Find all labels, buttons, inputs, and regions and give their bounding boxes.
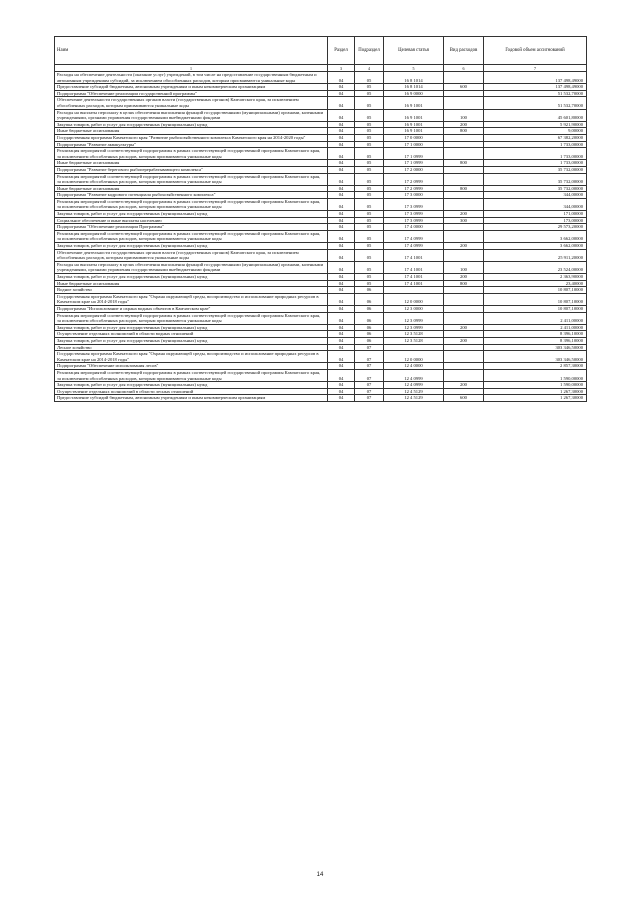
cell-podrazdel: 05 <box>355 274 384 281</box>
cell-tselevaya: 12 4 0000 <box>384 363 444 370</box>
cell-summa: 1 590,00000 <box>484 369 587 381</box>
table-row <box>55 243 587 250</box>
cell-razdel: 04 <box>328 324 355 331</box>
cell-podrazdel: 06 <box>355 324 384 331</box>
cell-name: Закупка товаров, работ и услуг для государственных (муниципальных) нужд <box>55 324 328 331</box>
cell-podrazdel: 05 <box>355 185 384 192</box>
table-row <box>55 134 587 141</box>
table-row <box>55 230 587 242</box>
cell-tselevaya: 16 9 0000 <box>384 90 444 97</box>
cell-tselevaya: 17 1 0999 <box>384 160 444 167</box>
table-row <box>55 388 587 395</box>
cell-podrazdel: 05 <box>355 128 384 135</box>
cell-razdel: 04 <box>328 198 355 210</box>
cell-vid: 200 <box>444 211 484 218</box>
cell-tselevaya: 16 8 1014 <box>384 84 444 91</box>
table-row <box>55 274 587 281</box>
cell-podrazdel: 05 <box>355 280 384 287</box>
cell-podrazdel: 06 <box>355 331 384 338</box>
cell-tselevaya: 12 3 0999 <box>384 324 444 331</box>
table-row <box>55 293 587 305</box>
table-row <box>55 148 587 160</box>
cell-podrazdel: 05 <box>355 141 384 148</box>
cell-razdel: 04 <box>328 337 355 344</box>
cell-summa: 8 396,10000 <box>484 337 587 344</box>
cell-name: Государственная программа Камчатского края "Развитие рыбохозяйственного комплекса Камчатского края на 2014-2020 годы" <box>55 134 328 141</box>
cell-razdel: 04 <box>328 224 355 231</box>
cell-summa: 1 267,30000 <box>484 395 587 402</box>
cell-tselevaya: 17 2 0000 <box>384 166 444 173</box>
cell-vid: 100 <box>444 261 484 273</box>
col-index-7: 7 <box>484 65 587 72</box>
cell-razdel: 04 <box>328 134 355 141</box>
cell-razdel: 04 <box>328 280 355 287</box>
cell-vid <box>444 305 484 312</box>
cell-vid: 300 <box>444 217 484 224</box>
cell-razdel: 04 <box>328 90 355 97</box>
table-row <box>55 198 587 210</box>
cell-vid: 800 <box>444 185 484 192</box>
cell-vid <box>444 141 484 148</box>
cell-name: Государственная программа Камчатского края "Охрана окружающей среды, воспроизводство и использование природных ресурсов в Камчатском крае на 2014-2018 годы" <box>55 293 328 305</box>
header-vid: Вид расходов <box>444 37 484 65</box>
cell-razdel: 04 <box>328 293 355 305</box>
cell-summa: 23 524,00000 <box>484 261 587 273</box>
cell-podrazdel: 07 <box>355 351 384 363</box>
cell-tselevaya: 12 4 5129 <box>384 388 444 395</box>
cell-name: Расходы на выплаты персоналу в целях обеспечения выполнения функций государственными (муниципальными) органами, казенными учреждениями, органами управления государственными внебюджетными фондами <box>55 109 328 121</box>
table-row <box>55 166 587 173</box>
cell-razdel: 04 <box>328 211 355 218</box>
cell-razdel: 04 <box>328 109 355 121</box>
cell-summa: 8 396,10000 <box>484 331 587 338</box>
cell-tselevaya <box>384 344 444 351</box>
cell-podrazdel: 05 <box>355 72 384 84</box>
cell-podrazdel: 05 <box>355 192 384 199</box>
cell-razdel: 04 <box>328 84 355 91</box>
cell-summa: 29 573,20000 <box>484 224 587 231</box>
cell-tselevaya: 12 4 0999 <box>384 382 444 389</box>
cell-razdel: 04 <box>328 261 355 273</box>
cell-vid: 600 <box>444 395 484 402</box>
cell-tselevaya: 17 4 1001 <box>384 249 444 261</box>
cell-summa: 1 733,00000 <box>484 160 587 167</box>
cell-name: Реализация мероприятий соответствующей подпрограммы в рамках соответствующей государственной программы Камчатского края, за исключением обособленных расходов, которым присваиваются уникальные коды <box>55 173 328 185</box>
cell-vid <box>444 134 484 141</box>
cell-vid: 200 <box>444 243 484 250</box>
cell-tselevaya: 12 0 0000 <box>384 293 444 305</box>
cell-name: Лесное хозяйство <box>55 344 328 351</box>
cell-vid: 800 <box>444 280 484 287</box>
cell-vid <box>444 97 484 109</box>
table-row <box>55 141 587 148</box>
column-index-row <box>55 65 587 72</box>
cell-name: Осуществление отдельных полномочий в области лесных отношений <box>55 388 328 395</box>
cell-razdel: 04 <box>328 173 355 185</box>
cell-tselevaya: 16 8 1014 <box>384 72 444 84</box>
cell-name: Иные бюджетные ассигнования <box>55 280 328 287</box>
table-row <box>55 121 587 128</box>
cell-name: Предоставление субсидий бюджетным, автономным учреждениям и иным некоммерческим организациям <box>55 395 328 402</box>
cell-tselevaya: 17 4 0999 <box>384 230 444 242</box>
cell-razdel: 04 <box>328 128 355 135</box>
cell-vid <box>444 351 484 363</box>
header-podrazdel: Подраздел <box>355 37 384 65</box>
table-row <box>55 160 587 167</box>
cell-summa: 344,00000 <box>484 192 587 199</box>
cell-podrazdel: 05 <box>355 121 384 128</box>
cell-vid: 100 <box>444 109 484 121</box>
table-row <box>55 185 587 192</box>
budget-table-sheet <box>54 36 586 402</box>
cell-vid <box>444 293 484 305</box>
cell-vid <box>444 72 484 84</box>
cell-tselevaya: 17 3 0999 <box>384 198 444 210</box>
cell-razdel: 04 <box>328 72 355 84</box>
col-index-5: 5 <box>384 65 444 72</box>
cell-podrazdel: 06 <box>355 312 384 324</box>
cell-vid <box>444 230 484 242</box>
cell-podrazdel: 05 <box>355 173 384 185</box>
cell-tselevaya: 12 0 0000 <box>384 351 444 363</box>
cell-vid <box>444 148 484 160</box>
cell-summa: 173,00000 <box>484 217 587 224</box>
cell-podrazdel: 05 <box>355 97 384 109</box>
cell-razdel: 04 <box>328 249 355 261</box>
cell-razdel: 04 <box>328 97 355 109</box>
budget-table <box>54 36 587 402</box>
cell-podrazdel: 07 <box>355 369 384 381</box>
cell-tselevaya: 17 4 1001 <box>384 274 444 281</box>
col-index-4: 4 <box>355 65 384 72</box>
col-index-3: 3 <box>328 65 355 72</box>
cell-tselevaya: 17 1 0999 <box>384 148 444 160</box>
cell-tselevaya <box>384 287 444 294</box>
cell-razdel: 04 <box>328 192 355 199</box>
table-row <box>55 337 587 344</box>
cell-razdel: 04 <box>328 305 355 312</box>
table-row <box>55 344 587 351</box>
table-row <box>55 331 587 338</box>
table-row <box>55 109 587 121</box>
cell-summa: 35 732,00000 <box>484 173 587 185</box>
cell-summa: 303 346,50000 <box>484 351 587 363</box>
header-summa: Годовой объем ассигнований <box>484 37 587 65</box>
cell-name: Водное хозяйство <box>55 287 328 294</box>
cell-tselevaya: 17 1 0000 <box>384 141 444 148</box>
cell-name: Подпрограмма "Использование и охрана водных объектов в Камчатском крае" <box>55 305 328 312</box>
header-name: Наим <box>55 37 328 65</box>
cell-tselevaya: 17 0 0000 <box>384 134 444 141</box>
cell-razdel: 04 <box>328 312 355 324</box>
table-row <box>55 382 587 389</box>
cell-vid <box>444 344 484 351</box>
cell-podrazdel: 07 <box>355 388 384 395</box>
cell-summa: 3 662,00000 <box>484 243 587 250</box>
table-row <box>55 395 587 402</box>
cell-summa: 1 733,00000 <box>484 141 587 148</box>
cell-tselevaya: 16 9 1001 <box>384 109 444 121</box>
cell-summa: 10 807,10000 <box>484 293 587 305</box>
header-tselevaya: Целевая статья <box>384 37 444 65</box>
cell-name: Иные бюджетные ассигнования <box>55 128 328 135</box>
cell-vid <box>444 363 484 370</box>
cell-tselevaya: 17 4 0999 <box>384 243 444 250</box>
cell-vid <box>444 331 484 338</box>
cell-razdel: 04 <box>328 344 355 351</box>
table-row <box>55 249 587 261</box>
cell-name: Закупка товаров, работ и услуг для государственных (муниципальных) нужд <box>55 121 328 128</box>
table-row <box>55 312 587 324</box>
cell-name: Закупка товаров, работ и услуг для государственных (муниципальных) нужд <box>55 211 328 218</box>
cell-summa: 1 590,00000 <box>484 382 587 389</box>
cell-vid: 200 <box>444 337 484 344</box>
cell-vid <box>444 224 484 231</box>
cell-summa: 3 662,00000 <box>484 230 587 242</box>
cell-razdel: 04 <box>328 287 355 294</box>
table-row <box>55 217 587 224</box>
cell-summa: 51 532,70000 <box>484 90 587 97</box>
cell-razdel: 04 <box>328 243 355 250</box>
cell-summa: 1 733,00000 <box>484 148 587 160</box>
header-razdel: Раздел <box>328 37 355 65</box>
cell-name: Расходы на обеспечение деятельности (оказание услуг) учреждений, в том числе на предоставление государственным бюджетным и автономным учреждениям субсидий, за исключением обособленных расходов, которым присваиваются уникальные коды <box>55 72 328 84</box>
cell-podrazdel: 05 <box>355 211 384 218</box>
cell-summa: 10 807,10000 <box>484 305 587 312</box>
cell-razdel: 04 <box>328 388 355 395</box>
cell-podrazdel: 06 <box>355 287 384 294</box>
cell-summa: 67 382,20000 <box>484 134 587 141</box>
cell-podrazdel: 05 <box>355 198 384 210</box>
table-row <box>55 192 587 199</box>
col-index-1: 1 <box>55 65 328 72</box>
cell-name: Закупка товаров, работ и услуг для государственных (муниципальных) нужд <box>55 382 328 389</box>
cell-podrazdel: 05 <box>355 217 384 224</box>
cell-podrazdel: 05 <box>355 109 384 121</box>
cell-razdel: 04 <box>328 185 355 192</box>
cell-name: Иные бюджетные ассигнования <box>55 185 328 192</box>
cell-tselevaya: 17 3 0999 <box>384 211 444 218</box>
cell-summa: 45 601,80000 <box>484 109 587 121</box>
cell-vid <box>444 369 484 381</box>
cell-podrazdel: 05 <box>355 148 384 160</box>
cell-podrazdel: 06 <box>355 293 384 305</box>
cell-razdel: 04 <box>328 369 355 381</box>
cell-name: Обеспечение деятельности государственных органов власти (государственных органов) Камчатского края, за исключением обособленных расходов, которым присваиваются уникальные коды <box>55 97 328 109</box>
cell-podrazdel: 05 <box>355 90 384 97</box>
cell-name: Реализация мероприятий соответствующей подпрограммы в рамках соответствующей государственной программы Камчатского края, за исключением обособленных расходов, которым присваиваются уникальные коды <box>55 148 328 160</box>
cell-tselevaya: 12 4 5129 <box>384 395 444 402</box>
cell-summa: 137 498,49000 <box>484 72 587 84</box>
cell-podrazdel: 05 <box>355 166 384 173</box>
cell-tselevaya: 17 2 0999 <box>384 185 444 192</box>
cell-podrazdel: 07 <box>355 344 384 351</box>
cell-razdel: 04 <box>328 363 355 370</box>
cell-podrazdel: 05 <box>355 230 384 242</box>
table-row <box>55 351 587 363</box>
cell-summa: 2 363,90000 <box>484 274 587 281</box>
cell-razdel: 04 <box>328 331 355 338</box>
cell-tselevaya: 17 4 1001 <box>384 280 444 287</box>
table-row <box>55 261 587 273</box>
cell-vid: 200 <box>444 121 484 128</box>
cell-name: Иные бюджетные ассигнования <box>55 160 328 167</box>
cell-tselevaya: 12 3 5128 <box>384 337 444 344</box>
cell-summa: 1 267,30000 <box>484 388 587 395</box>
table-row <box>55 84 587 91</box>
cell-vid <box>444 287 484 294</box>
cell-vid <box>444 192 484 199</box>
cell-name: Подпрограмма "Обеспечение реализации государственной программы" <box>55 90 328 97</box>
cell-name: Подпрограмма "Развитие берегового рыбоперерабатывающего комплекса" <box>55 166 328 173</box>
cell-summa: 9,00000 <box>484 128 587 135</box>
cell-summa: 10 807,10000 <box>484 287 587 294</box>
table-row <box>55 224 587 231</box>
cell-tselevaya: 12 3 5128 <box>384 331 444 338</box>
cell-vid <box>444 90 484 97</box>
cell-tselevaya: 16 9 1001 <box>384 97 444 109</box>
cell-tselevaya: 17 2 0999 <box>384 173 444 185</box>
cell-tselevaya: 17 4 0000 <box>384 224 444 231</box>
cell-summa: 344,00000 <box>484 198 587 210</box>
table-row <box>55 90 587 97</box>
cell-name: Предоставление субсидий бюджетным, автономным учреждениям и иным некоммерческим организациям <box>55 84 328 91</box>
cell-summa: 2 857,30000 <box>484 363 587 370</box>
cell-name: Осуществление отдельных полномочий в области водных отношений <box>55 331 328 338</box>
cell-podrazdel: 07 <box>355 363 384 370</box>
cell-summa: 23,40000 <box>484 280 587 287</box>
cell-name: Подпрограмма "Обеспечение использования лесов" <box>55 363 328 370</box>
cell-razdel: 04 <box>328 274 355 281</box>
cell-razdel: 04 <box>328 382 355 389</box>
cell-razdel: 04 <box>328 141 355 148</box>
cell-razdel: 04 <box>328 395 355 402</box>
cell-vid <box>444 198 484 210</box>
cell-podrazdel: 05 <box>355 261 384 273</box>
cell-name: Закупка товаров, работ и услуг для государственных (муниципальных) нужд <box>55 274 328 281</box>
table-row <box>55 173 587 185</box>
cell-tselevaya: 17 3 0999 <box>384 217 444 224</box>
cell-podrazdel: 07 <box>355 382 384 389</box>
cell-razdel: 04 <box>328 230 355 242</box>
cell-podrazdel: 05 <box>355 84 384 91</box>
cell-summa: 171,00000 <box>484 211 587 218</box>
table-row <box>55 324 587 331</box>
cell-name: Обеспечение деятельности государственных органов власти (государственных органов) Камчатского края, за исключением обособленных расходов, которым присваиваются уникальные коды <box>55 249 328 261</box>
table-row <box>55 305 587 312</box>
cell-summa: 303 346,50000 <box>484 344 587 351</box>
cell-summa: 2 411,00000 <box>484 312 587 324</box>
cell-tselevaya: 16 9 1001 <box>384 128 444 135</box>
cell-vid <box>444 166 484 173</box>
cell-summa: 35 732,00000 <box>484 185 587 192</box>
cell-podrazdel: 05 <box>355 160 384 167</box>
table-row <box>55 280 587 287</box>
cell-podrazdel: 05 <box>355 224 384 231</box>
cell-vid <box>444 173 484 185</box>
table-row <box>55 97 587 109</box>
cell-podrazdel: 07 <box>355 395 384 402</box>
cell-summa: 5 921,90000 <box>484 121 587 128</box>
cell-podrazdel: 06 <box>355 305 384 312</box>
cell-summa: 2 411,00000 <box>484 324 587 331</box>
cell-name: Реализация мероприятий соответствующей подпрограммы в рамках соответствующей государственной программы Камчатского края, за исключением обособленных расходов, которым присваиваются уникальные коды <box>55 230 328 242</box>
cell-vid: 600 <box>444 84 484 91</box>
cell-podrazdel: 05 <box>355 134 384 141</box>
cell-name: Государственная программа Камчатского края "Охрана окружающей среды, воспроизводство и использование природных ресурсов в Камчатском крае на 2014-2018 годы" <box>55 351 328 363</box>
cell-razdel: 04 <box>328 121 355 128</box>
col-index-6: 6 <box>444 65 484 72</box>
cell-summa: 137 498,49000 <box>484 84 587 91</box>
table-row <box>55 363 587 370</box>
cell-name: Подпрограмма "Развитие кадрового потенциала рыбохозяйственного комплекса" <box>55 192 328 199</box>
cell-podrazdel: 06 <box>355 337 384 344</box>
cell-vid: 800 <box>444 160 484 167</box>
cell-summa: 51 532,70000 <box>484 97 587 109</box>
cell-name: Подпрограмма "Развитие аквакультуры" <box>55 141 328 148</box>
cell-tselevaya: 17 3 0000 <box>384 192 444 199</box>
cell-vid: 800 <box>444 128 484 135</box>
cell-tselevaya: 16 9 1001 <box>384 121 444 128</box>
table-row <box>55 287 587 294</box>
cell-name: Реализация мероприятий соответствующей подпрограммы в рамках соответствующей государственной программы Камчатского края, за исключением обособленных расходов, которым присваиваются уникальные коды <box>55 369 328 381</box>
cell-vid <box>444 249 484 261</box>
cell-vid: 200 <box>444 382 484 389</box>
cell-name: Реализация мероприятий соответствующей подпрограммы в рамках соответствующей государственной программы Камчатского края, за исключением обособленных расходов, которым присваиваются уникальные коды <box>55 198 328 210</box>
header-row <box>55 37 587 65</box>
table-row <box>55 72 587 84</box>
cell-vid <box>444 312 484 324</box>
cell-name: Расходы на выплаты персоналу в целях обеспечения выполнения функций государственными (муниципальными) органами, казенными учреждениями, органами управления государственными внебюджетными фондами <box>55 261 328 273</box>
cell-summa: 35 732,00000 <box>484 166 587 173</box>
cell-summa: 25 911,20000 <box>484 249 587 261</box>
cell-name: Закупка товаров, работ и услуг для государственных (муниципальных) нужд <box>55 337 328 344</box>
cell-vid <box>444 388 484 395</box>
cell-name: Реализация мероприятий соответствующей подпрограммы в рамках соответствующей государственной программы Камчатского края, за исключением обособленных расходов, которым присваиваются уникальные коды <box>55 312 328 324</box>
table-row <box>55 128 587 135</box>
cell-name: Закупка товаров, работ и услуг для государственных (муниципальных) нужд <box>55 243 328 250</box>
page-number: 14 <box>316 872 324 878</box>
cell-tselevaya: 17 4 1001 <box>384 261 444 273</box>
cell-vid: 200 <box>444 324 484 331</box>
cell-tselevaya: 12 3 0999 <box>384 312 444 324</box>
table-row <box>55 369 587 381</box>
cell-podrazdel: 05 <box>355 249 384 261</box>
cell-tselevaya: 12 3 0000 <box>384 305 444 312</box>
cell-vid: 200 <box>444 274 484 281</box>
cell-razdel: 04 <box>328 351 355 363</box>
cell-razdel: 04 <box>328 217 355 224</box>
cell-podrazdel: 05 <box>355 243 384 250</box>
cell-tselevaya: 12 4 0999 <box>384 369 444 381</box>
table-body <box>55 72 587 402</box>
cell-name: Подпрограмма "Обеспечение реализации Программы" <box>55 224 328 231</box>
cell-razdel: 04 <box>328 160 355 167</box>
table-row <box>55 211 587 218</box>
cell-razdel: 04 <box>328 166 355 173</box>
cell-name: Социальное обеспечение и иные выплаты населению <box>55 217 328 224</box>
cell-razdel: 04 <box>328 148 355 160</box>
